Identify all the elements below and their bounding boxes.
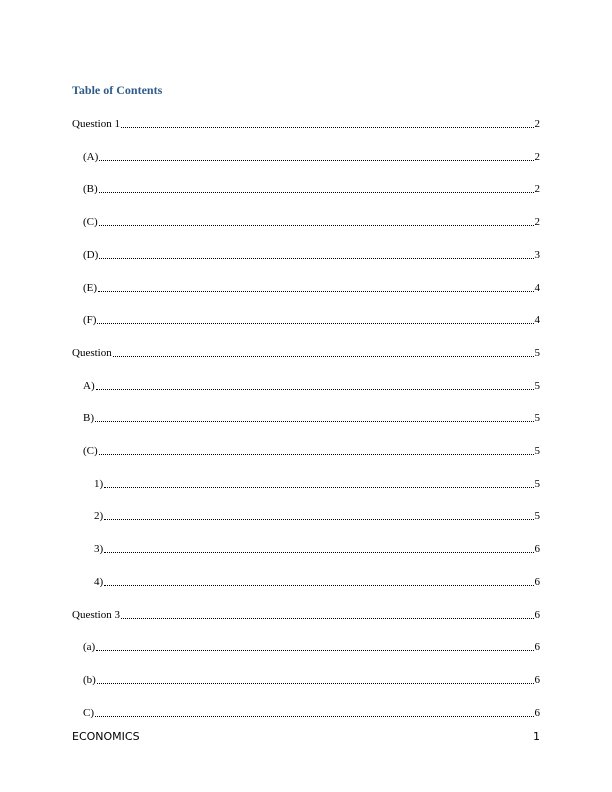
toc-entry-page: 6 (534, 673, 540, 686)
toc-entry[interactable] (94, 541, 540, 556)
toc-entry[interactable] (83, 443, 540, 458)
footer-header-text: ECONOMICS (72, 730, 140, 743)
toc-entry-label: B) (83, 412, 94, 425)
toc-entry[interactable] (83, 214, 540, 229)
toc-entry-page: 5 (534, 346, 540, 359)
toc-entry-label: Question 3 (72, 608, 120, 621)
toc-dot-leader (97, 683, 534, 684)
toc-entry[interactable] (83, 410, 540, 425)
toc-entry-page: 4 (534, 314, 540, 327)
toc-entry[interactable] (94, 574, 540, 589)
toc-entry-page: 2 (534, 183, 540, 196)
toc-entry-page: 5 (534, 477, 540, 490)
toc-entry-label: Question 1 (72, 118, 120, 130)
toc-entry-label: (B) (83, 183, 98, 196)
toc-entry-label: (C) (83, 445, 98, 457)
toc-dot-leader (99, 454, 534, 455)
toc-dot-leader (104, 585, 533, 586)
toc-entry-page: 6 (534, 575, 540, 588)
toc-entry[interactable] (83, 247, 540, 262)
toc-entry[interactable] (83, 639, 540, 654)
toc-entry-page: 2 (534, 216, 540, 229)
toc-dot-leader (97, 323, 533, 324)
toc-dot-leader (95, 716, 534, 717)
toc-entry-label: 1) (94, 477, 104, 490)
toc-entry[interactable] (94, 476, 540, 491)
toc-entry[interactable] (72, 607, 540, 622)
toc-dot-leader (95, 421, 534, 422)
toc-dot-leader (96, 650, 533, 651)
toc-entry-label: (C) (83, 216, 98, 229)
toc-dot-leader (99, 225, 534, 226)
toc-entry-page: 6 (534, 706, 540, 719)
toc-entry-label: 3) (94, 543, 104, 556)
toc-dot-leader (96, 389, 534, 390)
toc-entry-label: 2) (94, 510, 104, 523)
toc-entry-page: 2 (534, 150, 540, 163)
toc-entry[interactable] (83, 312, 540, 327)
toc-entry-page: 3 (534, 248, 540, 261)
toc-entry[interactable] (83, 280, 540, 295)
toc-dot-leader (104, 487, 533, 488)
toc-dot-leader (104, 552, 533, 553)
toc-dot-leader (121, 127, 534, 128)
toc-entry[interactable] (94, 508, 540, 523)
toc-entry-label: (D) (83, 248, 99, 261)
toc-entry-page: 5 (534, 379, 540, 392)
toc-entry[interactable] (72, 116, 540, 131)
toc-entry-page: 6 (534, 608, 540, 621)
toc-entry[interactable] (83, 705, 540, 720)
toc-entry-page: 2 (534, 118, 540, 130)
toc-entry-label: 4) (94, 575, 104, 588)
toc-entry-page: 6 (534, 543, 540, 556)
toc-entry-label: A) (83, 379, 95, 392)
toc-dot-leader (104, 519, 533, 520)
toc-entry-label: (A) (83, 150, 99, 163)
toc-dot-leader (99, 258, 533, 259)
toc-entry[interactable] (83, 672, 540, 687)
toc-entry-label: (E) (83, 281, 98, 294)
toc-dot-leader (98, 291, 533, 292)
toc-entry-page: 6 (534, 641, 540, 654)
toc-dot-leader (113, 356, 534, 357)
toc-entry-label: (F) (83, 314, 97, 327)
toc-entry[interactable] (83, 181, 540, 196)
toc-entry[interactable] (72, 345, 540, 360)
toc-dot-leader (99, 192, 534, 193)
footer-page-number: 1 (533, 730, 540, 743)
toc-entry-page: 4 (534, 281, 540, 294)
toc-entry-page: 5 (534, 510, 540, 523)
toc-title: Table of Contents (72, 83, 163, 97)
toc-entry-page: 5 (534, 412, 540, 425)
toc-entry[interactable] (83, 378, 540, 393)
toc-entry-label: (a) (83, 641, 96, 654)
toc-entry-label: (b) (83, 673, 96, 686)
toc-entry-label: Question (72, 346, 112, 359)
toc-entry-label: C) (83, 706, 94, 719)
page-footer (72, 729, 540, 745)
toc-dot-leader (99, 160, 533, 161)
toc-dot-leader (121, 618, 534, 619)
toc-entry-page: 5 (534, 445, 540, 457)
toc-entry[interactable] (83, 149, 540, 164)
